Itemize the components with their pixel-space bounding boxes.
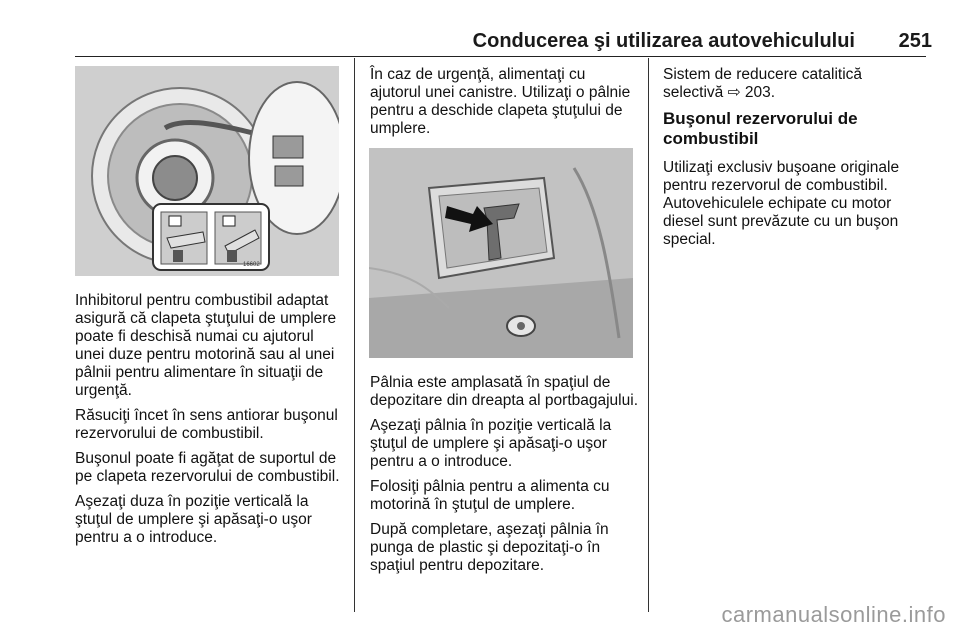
page-number: 251	[898, 30, 932, 52]
trunk-funnel-illustration	[369, 148, 633, 358]
column-middle	[370, 66, 638, 145]
paragraph: Aşezaţi duza în poziţie verticală la ştuţul de umplere şi apăsaţi-o uşor pentru a o introduce.	[75, 493, 312, 546]
page-header-title: Conducerea şi utilizarea autovehiculului	[472, 30, 855, 52]
paragraph: După completare, aşezaţi pâlnia în punga de plastic şi depozitaţi-o în spaţiul pentru depozitare.	[370, 521, 609, 574]
figure-code: 16602	[243, 262, 260, 268]
cross-reference: Sistem de reducere catalitică selectivă ⇨ 203.	[663, 66, 863, 101]
trunk-funnel-figure	[369, 148, 633, 358]
watermark: carmanualsonline.info	[721, 602, 946, 627]
column-divider	[354, 58, 355, 612]
paragraph: Inhibitorul pentru combustibil adaptat asigură că clapeta ştuţului de umplere poate fi deschisă numai cu ajutorul unei duze pentru motorină sau al unei pâlnii pentru alimentare în situaţii de urgenţă.	[75, 292, 337, 399]
paragraph: Aşezaţi pâlnia în poziţie verticală la ştuţul de umplere şi apăsaţi-o uşor pentru a o introduce.	[370, 417, 612, 470]
paragraph: Răsuciţi încet în sens antiorar buşonul rezervorului de combustibil.	[75, 407, 338, 442]
fuel-flap-figure	[75, 66, 339, 276]
column-right	[663, 66, 925, 256]
paragraph: În caz de urgenţă, alimentaţi cu ajutorul unei canistre. Utilizaţi o pâlnie pentru a deschide clapeta ştuţului de umplere.	[370, 66, 631, 137]
paragraph: Folosiţi pâlnia pentru a alimenta cu motorină în ştuţul de umplere.	[370, 478, 610, 513]
paragraph: Pâlnia este amplasată în spaţiul de depozitare din dreapta al portbagajului.	[370, 374, 638, 409]
column-middle-lower	[370, 374, 638, 582]
section-heading: Buşonul rezervorului de combustibil	[663, 109, 858, 148]
fuel-flap-illustration	[75, 66, 339, 276]
paragraph: Utilizaţi exclusiv buşoane originale pentru rezervorul de combustibil. Autovehiculele echipate cu motor diesel sunt prevăzute cu un buşon special.	[663, 159, 900, 248]
paragraph: Buşonul poate fi agăţat de suportul de pe clapeta rezervorului de combustibil.	[75, 450, 340, 485]
header-rule	[75, 56, 926, 57]
column-left	[75, 292, 343, 554]
column-divider	[648, 58, 649, 612]
